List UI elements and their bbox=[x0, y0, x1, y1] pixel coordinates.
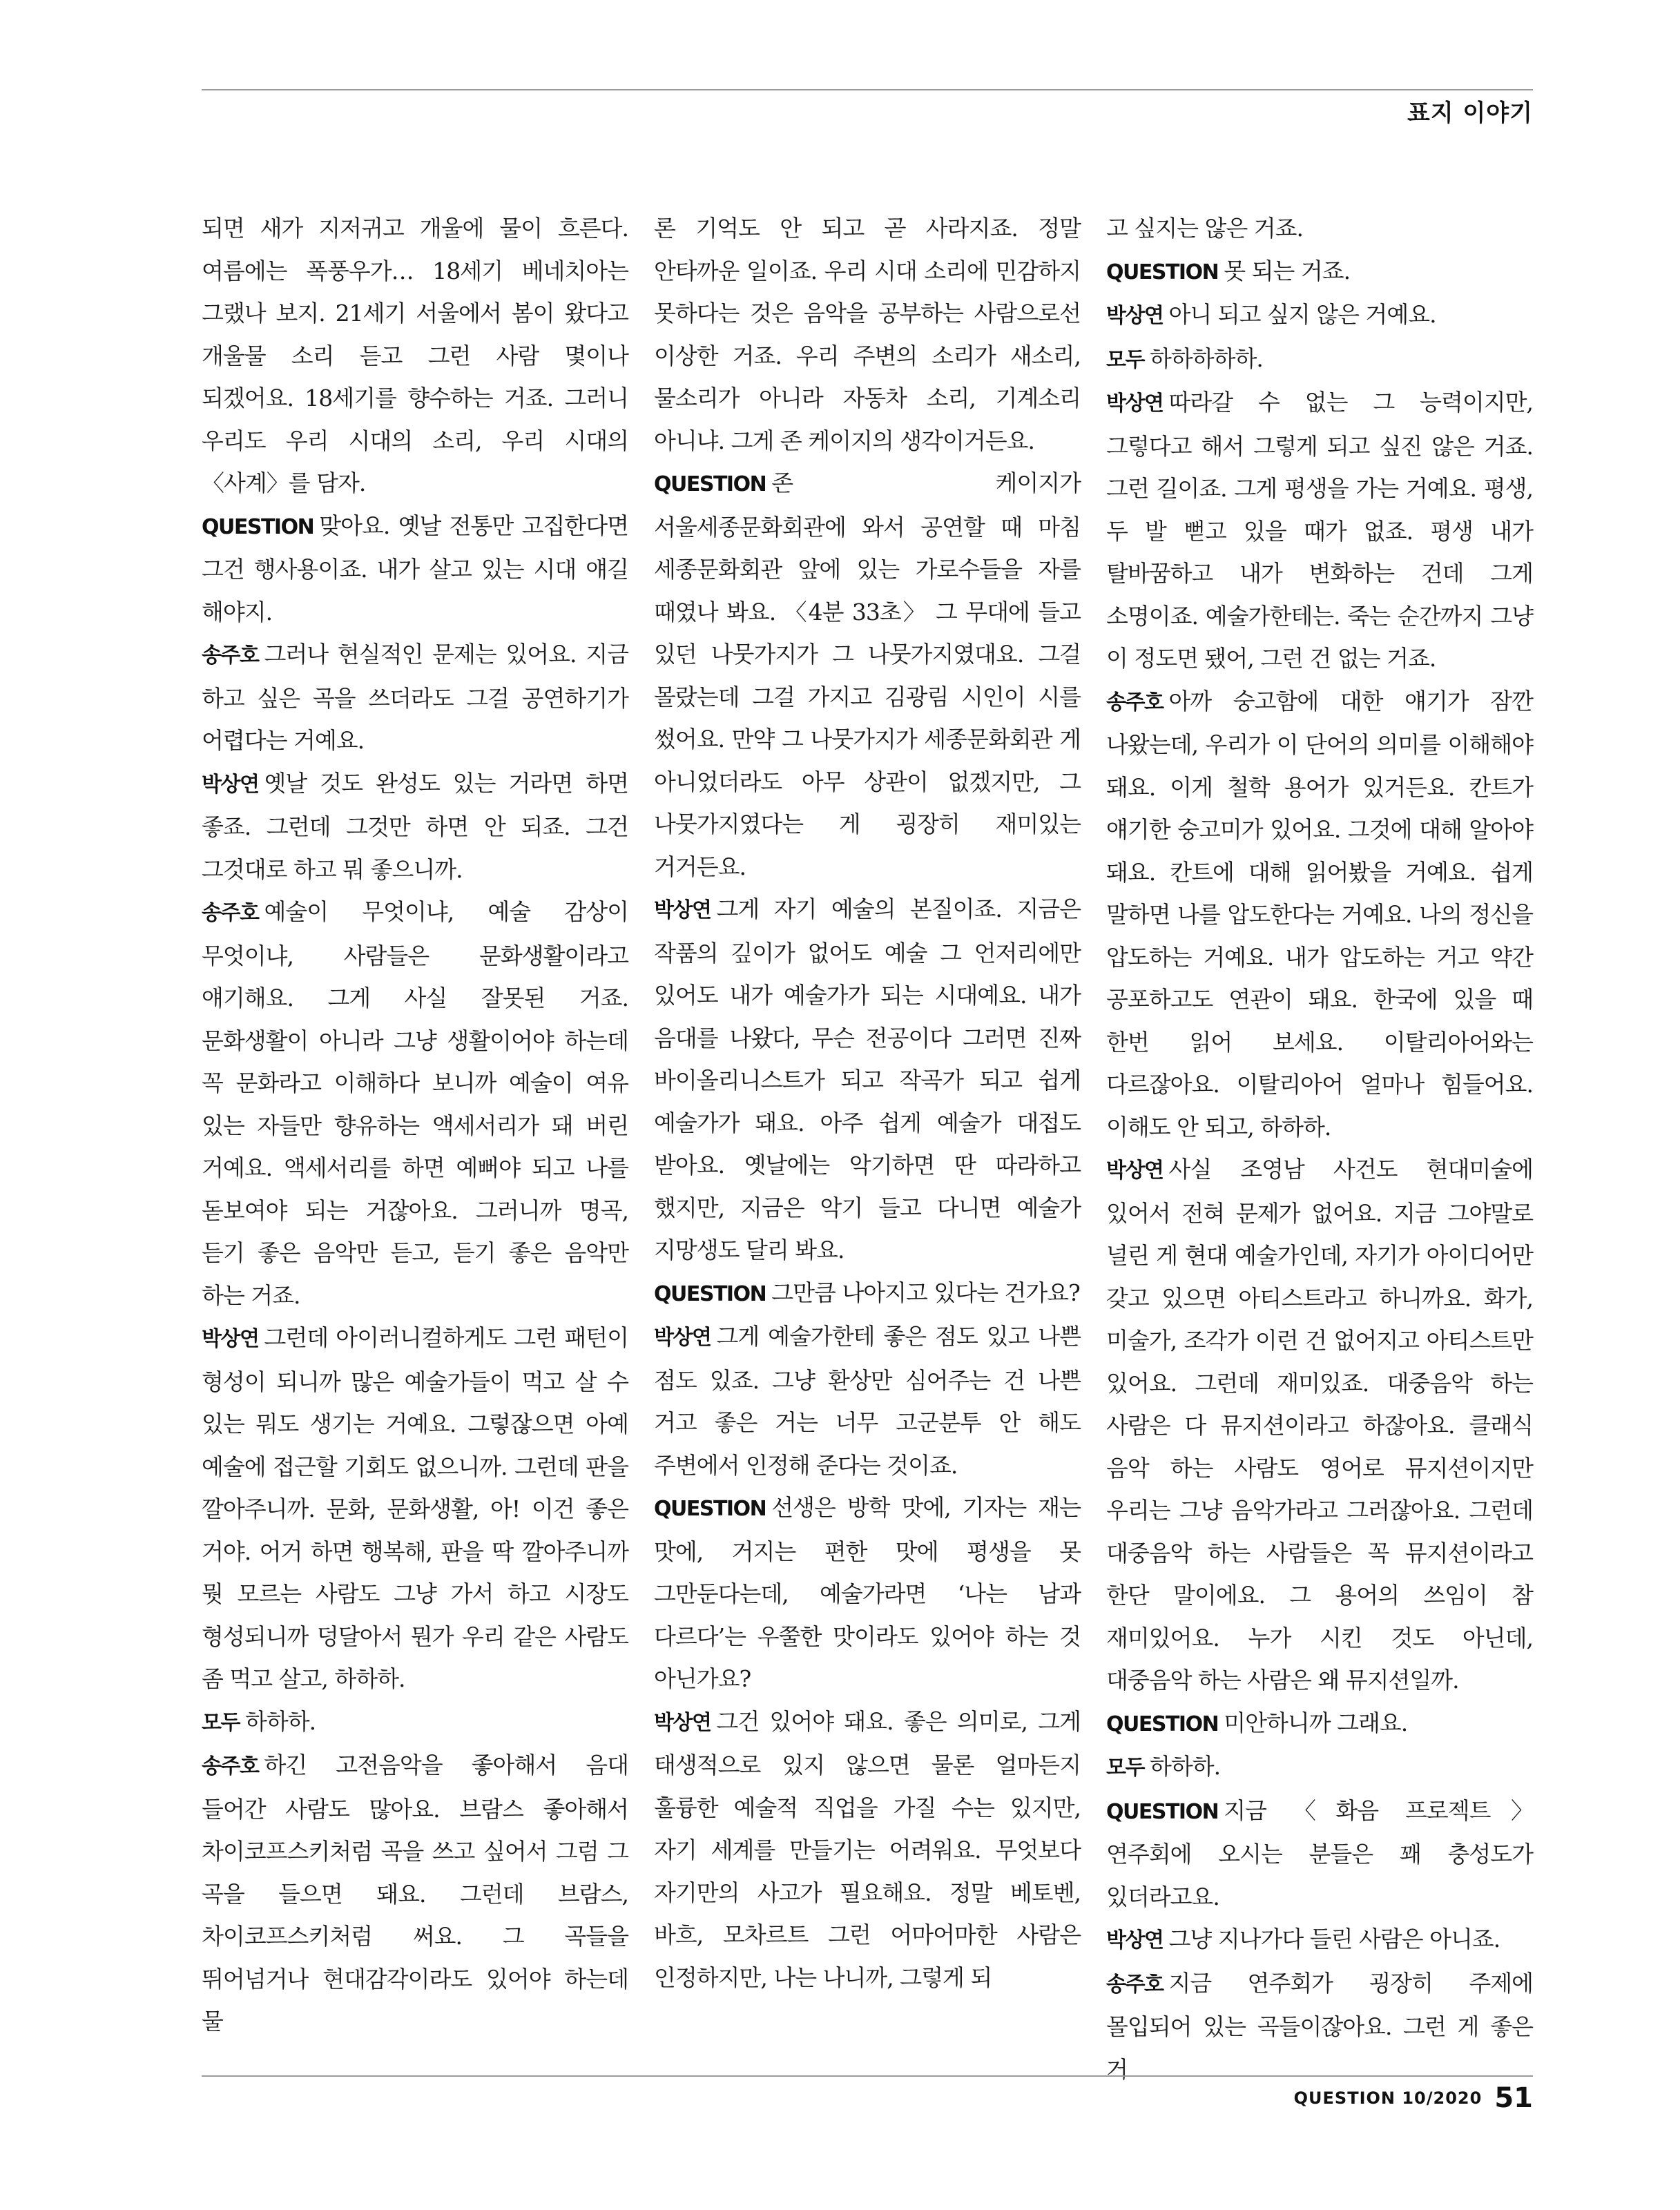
speaker-name: 송주호 bbox=[202, 1754, 259, 1778]
paragraph bbox=[1106, 293, 1533, 338]
speaker-name: 박상연 bbox=[1106, 1928, 1164, 1952]
speaker-name: 박상연 bbox=[1106, 391, 1164, 416]
paragraph-text: 아니 되고 싶지 않은 거예요. bbox=[1168, 301, 1436, 328]
paragraph-text: 지금 연주회가 굉장히 주제에 몰입되어 있는 곡들이잖아요. 그런 게 좋은 거 bbox=[1106, 1969, 1533, 2083]
paragraph bbox=[1106, 1745, 1533, 1790]
paragraph bbox=[202, 1700, 628, 1745]
column-3 bbox=[1106, 207, 1533, 2091]
paragraph bbox=[1106, 1918, 1533, 1962]
paragraph bbox=[202, 207, 628, 505]
paragraph bbox=[1106, 250, 1533, 294]
paragraph-text: 그건 있어야 돼요. 좋은 의미로, 그게 태생적으로 있지 않으면 물론 얼마든지 훌륭한 예술적 직업을 가질 수는 있지만, 자기 세계를 만들기는 어려워요. 무엇보다 자기만의 사고가 필요해요. 정말 베토벤, 바흐, 모차르트 그런 어마어마한 사람은 인정하지만, 나는 나니까, 그렇게 되 bbox=[654, 1707, 1081, 1991]
speaker-name: 송주호 bbox=[202, 901, 259, 925]
paragraph bbox=[202, 1744, 628, 2043]
speaker-name: 모두 bbox=[202, 1710, 240, 1735]
speaker-name: 모두 bbox=[1106, 347, 1144, 372]
page-footer bbox=[1294, 2082, 1533, 2114]
paragraph-text: 하긴 고전음악을 좋아해서 음대 들어간 사람도 많아요. 브람스 좋아해서 차이코프스키처럼 곡을 쓰고 싶어서 그럼 그 곡을 들으면 돼요. 그런데 브람스, 차이코프스키처럼 써요. 그 곡들을 뛰어넘거나 현대감각이라도 있어야 하는데 물 bbox=[202, 1752, 628, 2035]
paragraph-text: 지금 〈화음 프로젝트〉 연주회에 오시는 분들은 꽤 충성도가 있더라고요. bbox=[1106, 1796, 1533, 1910]
paragraph bbox=[202, 1317, 628, 1700]
paragraph bbox=[654, 888, 1081, 1272]
speaker-name: 박상연 bbox=[202, 1327, 259, 1351]
paragraph-text: 예술이 무엇이냐, 예술 감상이 무엇이냐, 사람들은 문화생활이라고 얘기해요. 그게 사실 잘못된 거죠. 문화생활이 아니라 그냥 생활이어야 하는데 꼭 문화라고 이해하다 보니까 예술이 여유 있는 자들만 향유하는 액세서리가 돼 버린 거예요. 액세서리를 하면 예뻐야 되고 나를 돋보여야 되는 거잖아요. 그러니까 명곡, 듣기 좋은 음악만 듣고, 듣기 좋은 음악만 하는 거죠. bbox=[202, 898, 628, 1309]
paragraph-text: 하하하하하. bbox=[1149, 345, 1263, 372]
paragraph bbox=[654, 462, 1081, 888]
paragraph bbox=[1106, 381, 1533, 680]
speaker-name: 송주호 bbox=[202, 643, 259, 668]
speaker-name: QUESTION bbox=[654, 1497, 766, 1521]
article-body bbox=[202, 207, 1533, 2085]
speaker-name: 박상연 bbox=[1106, 304, 1164, 328]
paragraph bbox=[1106, 338, 1533, 382]
header-rule bbox=[202, 89, 1533, 90]
paragraph-text: 아까 숭고함에 대한 얘기가 잠깐 나왔는데, 우리가 이 단어의 의미를 이해해야 돼요. 이게 철학 용어가 있거든요. 칸트가 얘기한 숭고미가 있어요. 그것에 대해 알아야 돼요. 칸트에 대해 읽어봤을 거예요. 쉽게 말하면 나를 압도한다는 거예요. 나의 정신을 압도하는 거예요. 내가 압도하는 거고 약간 공포하고도 연관이 돼요. 한국에 있을 때 한번 읽어 보세요. 이탈리아어와는 다르잖아요. 이탈리아어 얼마나 힘들어요. 이해도 안 되고, 하하하. bbox=[1106, 687, 1533, 1141]
paragraph-text: 하하하. bbox=[1149, 1753, 1221, 1780]
paragraph bbox=[202, 505, 628, 634]
paragraph-text: 못 되는 거죠. bbox=[1224, 257, 1351, 284]
paragraph-text: 그만큼 나아지고 있다는 건가요? bbox=[771, 1279, 1080, 1306]
paragraph bbox=[202, 762, 628, 891]
paragraph bbox=[654, 1315, 1081, 1486]
speaker-name: 모두 bbox=[1106, 1756, 1144, 1780]
speaker-name: 박상연 bbox=[654, 1326, 711, 1350]
magazine-issue: QUESTION 10/2020 bbox=[1293, 2088, 1483, 2108]
speaker-name: 박상연 bbox=[654, 1710, 711, 1735]
speaker-name: QUESTION bbox=[202, 514, 314, 539]
section-label: 표지 이야기 bbox=[1407, 99, 1533, 127]
paragraph-text: 미안하니까 그래요. bbox=[1224, 1709, 1408, 1736]
paragraph-text: 그게 예술가한테 좋은 점도 있고 나쁜 점도 있죠. 그냥 환상만 심어주는 건 나쁜 거고 좋은 거는 너무 고군분투 안 해도 주변에서 인정해 준다는 것이죠. bbox=[654, 1323, 1081, 1479]
paragraph bbox=[1106, 207, 1533, 250]
speaker-name: 송주호 bbox=[1106, 690, 1164, 715]
speaker-name: QUESTION bbox=[1106, 1799, 1219, 1824]
speaker-name: QUESTION bbox=[654, 472, 766, 496]
paragraph bbox=[654, 1700, 1081, 1999]
speaker-name: QUESTION bbox=[1106, 260, 1219, 284]
paragraph-text: 존 케이지가 서울세종문화회관에 와서 공연할 때 마침 세종문화회관 앞에 있는 가로수들을 자를 때였나 봐요. 〈4분 33초〉 그 무대에 들고 있던 나뭇가지가 그 나뭇가지였대요. 그걸 몰랐는데 그걸 가지고 김광림 시인이 시를 썼어요. 만약 그 나뭇가지가 세종문화회관 게 아니었더라도 아무 상관이 없겠지만, 그 나뭇가지였다는 게 굉장히 재미있는 거거든요. bbox=[654, 469, 1081, 880]
speaker-name: 박상연 bbox=[1106, 1159, 1164, 1183]
speaker-name: QUESTION bbox=[1106, 1712, 1219, 1736]
paragraph-text: 론 기억도 안 되고 곧 사라지죠. 정말 안타까운 일이죠. 우리 시대 소리에 민감하지 못하다는 것은 음악을 공부하는 사람으로선 이상한 거죠. 우리 주변의 소리가 새소리, 물소리가 아니라 자동차 소리, 기계소리 아니냐. 그게 존 케이지의 생각이거든요. bbox=[654, 215, 1081, 454]
paragraph-text: 그게 자기 예술의 본질이죠. 지금은 작품의 깊이가 없어도 예술 그 언저리에만 있어도 내가 예술가가 되는 시대예요. 내가 음대를 나왔다, 무슨 전공이다 그러면 진짜 바이올리니스트가 되고 작곡가 되고 쉽게 예술가가 돼요. 아주 쉽게 예술가 대접도 받아요. 옛날에는 악기하면 딴 따라하고 했지만, 지금은 악기 들고 다니면 예술가 지망생도 달리 봐요. bbox=[654, 895, 1081, 1263]
paragraph-text: 따라갈 수 없는 그 능력이지만, 그렇다고 해서 그렇게 되고 싶진 않은 거죠. 그런 길이죠. 그게 평생을 가는 거예요. 평생, 두 발 뻗고 있을 때가 없죠. 평생 내가 탈바꿈하고 내가 변화하는 건데 그게 소명이죠. 예술가한테는. 죽는 순간까지 그냥 이 정도면 됐어, 그런 건 없는 거죠. bbox=[1106, 389, 1533, 672]
paragraph-text: 선생은 방학 맛에, 기자는 재는 맛에, 거지는 편한 맛에 평생을 못 그만둔다는데, 예술가라면 ‘나는 남과 다르다’는 우쭐한 맛이라도 있어야 하는 것 아닌가요? bbox=[654, 1494, 1081, 1692]
page-number: 51 bbox=[1494, 2082, 1533, 2114]
paragraph bbox=[1106, 1790, 1533, 1919]
column-2 bbox=[654, 207, 1081, 1999]
speaker-name: 박상연 bbox=[202, 772, 259, 797]
paragraph bbox=[1106, 1962, 1533, 2091]
paragraph-text: 옛날 것도 완성도 있는 거라면 하면 좋죠. 그런데 그것만 하면 안 되죠. 그건 그것대로 하고 뭐 좋으니까. bbox=[202, 769, 628, 883]
speaker-name: 송주호 bbox=[1106, 1972, 1164, 1997]
paragraph bbox=[202, 633, 628, 762]
paragraph bbox=[1106, 680, 1533, 1149]
paragraph-text: 되면 새가 지저귀고 개울에 물이 흐른다. 여름에는 폭풍우가… 18세기 베네치아는 그랬나 보지. 21세기 서울에서 봄이 왔다고 개울물 소리 듣고 그런 사람 몇이나 되겠어요. 18세기를 향수하는 거죠. 그러니 우리도 우리 시대의 소리, 우리 시대의 〈사계〉를 담자. bbox=[202, 215, 628, 496]
paragraph bbox=[1106, 1148, 1533, 1702]
paragraph-text: 그런데 아이러니컬하게도 그런 패턴이 형성이 되니까 많은 예술가들이 먹고 살 수 있는 뭐도 생기는 거예요. 그렇잖으면 아예 예술에 접근할 기회도 없으니까. 그런데 판을 깔아주니까. 문화, 문화생활, 아! 이건 좋은 거야. 어거 하면 행복해, 판을 딱 깔아주니까 뭣 모르는 사람도 그냥 가서 하고 시장도 형성되니까 덩달아서 뭔가 우리 같은 사람도 좀 먹고 살고, 하하하. bbox=[202, 1324, 628, 1692]
footer-rule bbox=[202, 2075, 1533, 2077]
paragraph bbox=[1106, 1702, 1533, 1746]
paragraph bbox=[654, 207, 1081, 462]
paragraph bbox=[202, 891, 628, 1317]
paragraph bbox=[654, 1272, 1081, 1316]
paragraph-text: 고 싶지는 않은 거죠. bbox=[1106, 215, 1303, 242]
paragraph-text: 맞아요. 옛날 전통만 고집한다면 그건 행사용이죠. 내가 살고 있는 시대 얘길 해야지. bbox=[202, 512, 628, 626]
paragraph-text: 그러나 현실적인 문제는 있어요. 지금 하고 싶은 곡을 쓰더라도 그걸 공연하기가 어렵다는 거예요. bbox=[202, 641, 628, 754]
column-1 bbox=[202, 207, 628, 2043]
paragraph-text: 하하하. bbox=[244, 1707, 316, 1735]
speaker-name: QUESTION bbox=[654, 1281, 766, 1306]
paragraph bbox=[654, 1486, 1081, 1700]
paragraph-text: 사실 조영남 사건도 현대미술에 있어서 전혀 문제가 없어요. 지금 그야말로 널린 게 현대 예술가인데, 자기가 아이디어만 갖고 있으면 아티스트라고 하니까요. 화가, 미술가, 조각가 이런 건 없어지고 아티스트만 있어요. 그런데 재미있죠. 대중음악 하는 사람은 다 뮤지션이라고 하잖아요. 클래식 음악 하는 사람도 영어로 뮤지션이지만 우리는 그냥 음악가라고 그러잖아요. 그런데 대중음악 하는 사람들은 꼭 뮤지션이라고 한단 말이에요. 그 용어의 쓰임이 참 재미있어요. 누가 시킨 것도 아닌데, 대중음악 하는 사람은 왜 뮤지션일까. bbox=[1106, 1156, 1533, 1694]
paragraph-text: 그냥 지나가다 들린 사람은 아니죠. bbox=[1168, 1926, 1500, 1952]
speaker-name: 박상연 bbox=[654, 898, 711, 922]
